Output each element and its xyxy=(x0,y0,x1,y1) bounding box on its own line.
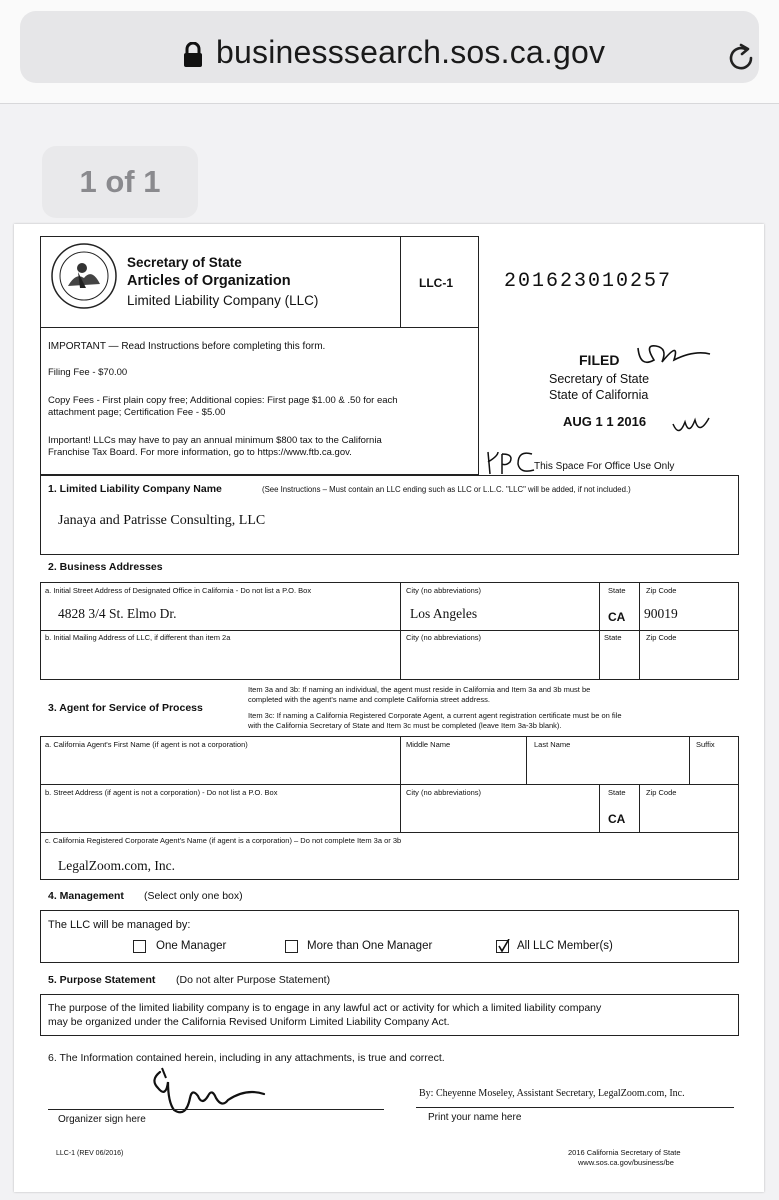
section5-label: 5. Purpose Statement xyxy=(48,974,156,986)
reload-icon[interactable] xyxy=(724,41,758,75)
section4-instructions: (Select only one box) xyxy=(144,890,243,902)
page-indicator-text: 1 of 1 xyxy=(79,164,161,199)
browser-toolbar xyxy=(0,0,779,104)
date-initials-icon xyxy=(669,412,713,440)
company-name-field[interactable]: Janaya and Patrisse Consulting, LLC xyxy=(58,513,266,528)
important-title: IMPORTANT — Read Instructions before completing this form. xyxy=(48,341,326,352)
section1-instructions: (See Instructions – Must contain an LLC ending such as LLC or L.L.C. "LLC" will be added, if not included.) xyxy=(262,485,631,494)
address-2a-field[interactable]: 4828 3/4 St. Elmo Dr. xyxy=(58,606,177,621)
city-2b-label: City (no abbreviations) xyxy=(406,633,482,642)
section2-label: 2. Business Addresses xyxy=(48,561,163,573)
agent-state-label: State xyxy=(608,788,626,797)
agent-state-field[interactable]: CA xyxy=(608,812,626,826)
important-note-1: Important! LLCs may have to pay an annual minimum $800 tax to the California xyxy=(48,435,382,446)
stamp-line1: Secretary of State xyxy=(549,372,650,386)
agent-first-name-label: a. California Agent's First Name (if agent is not a corporation) xyxy=(45,740,248,749)
office-initials-icon xyxy=(484,448,536,476)
filing-fee: Filing Fee - $70.00 xyxy=(48,367,128,378)
footer-copyright: 2016 California Secretary of State xyxy=(568,1148,681,1157)
state-2a-field[interactable]: CA xyxy=(608,610,626,624)
managed-by-label: The LLC will be managed by: xyxy=(48,919,191,931)
section2-vline-2 xyxy=(599,582,600,680)
printed-name-field[interactable]: By: Cheyenne Moseley, Assistant Secretary, LegalZoom.com, Inc. xyxy=(419,1088,685,1099)
section4-box xyxy=(40,910,739,963)
section3-label: 3. Agent for Service of Process xyxy=(48,702,203,714)
header-title: Articles of Organization xyxy=(127,273,291,289)
address-2a-label: a. Initial Street Address of Designated Office in California - Do not list a P.O. Box xyxy=(45,586,312,595)
address-2b-label: b. Initial Mailing Address of LLC, if different than item 2a xyxy=(45,633,231,642)
city-2a-label: City (no abbreviations) xyxy=(406,586,482,595)
organizer-signature-icon xyxy=(146,1058,296,1116)
filed-initials-icon xyxy=(634,338,714,370)
more-than-one-manager-checkbox[interactable] xyxy=(285,940,298,953)
one-manager-label: One Manager xyxy=(156,940,227,952)
checkmark-icon xyxy=(497,939,510,954)
section2-vline-3 xyxy=(639,582,640,680)
section3-divider-1 xyxy=(40,784,739,785)
purpose-text-2: may be organized under the California Revised Uniform Limited Liability Company Act. xyxy=(48,1016,450,1028)
zip-2a-field[interactable]: 90019 xyxy=(644,606,678,621)
corporate-agent-label: c. California Registered Corporate Agent's Name (if agent is a corporation) – Do not complete Item 3a or 3b xyxy=(45,836,402,845)
organizer-sign-label: Organizer sign here xyxy=(58,1114,146,1125)
page-indicator xyxy=(42,146,198,218)
agent-city-label: City (no abbreviations) xyxy=(406,788,482,797)
document-page xyxy=(14,224,764,1192)
section3-vline-5 xyxy=(639,784,640,832)
header-line1: Secretary of State xyxy=(127,255,242,270)
section3-vline-1 xyxy=(400,736,401,832)
section5-box xyxy=(40,994,739,1036)
zip-2b-label: Zip Code xyxy=(646,633,677,642)
section3-divider-2 xyxy=(40,832,739,833)
form-id: LLC-1 xyxy=(419,276,453,290)
url-text: businesssearch.sos.ca.gov xyxy=(216,34,606,70)
corporate-agent-field[interactable]: LegalZoom.com, Inc. xyxy=(58,858,175,873)
state-seal-icon xyxy=(50,242,118,310)
all-members-label: All LLC Member(s) xyxy=(517,940,613,952)
section3-note-2: completed with the agent's name and complete California street address. xyxy=(248,695,490,704)
lock-icon xyxy=(183,42,203,68)
section5-instructions: (Do not alter Purpose Statement) xyxy=(176,974,331,986)
agent-street-label: b. Street Address (if agent is not a corporation) - Do not list a P.O. Box xyxy=(45,788,278,797)
state-2a-label: State xyxy=(608,586,626,595)
copy-fees-2: attachment page; Certification Fee - $5.00 xyxy=(48,407,226,418)
signature-line xyxy=(48,1109,384,1110)
section3-note-3: Item 3c: If naming a California Registered Corporate Agent, a current agent registration certificate must be on file xyxy=(248,711,622,720)
header-subtitle: Limited Liability Company (LLC) xyxy=(127,293,319,308)
section1-label: 1. Limited Liability Company Name xyxy=(48,483,222,495)
section2-divider xyxy=(40,630,739,631)
section3-note-1: Item 3a and 3b: If naming an individual, the agent must reside in California and Item 3a and 3b must be xyxy=(248,685,591,694)
print-name-line xyxy=(416,1107,734,1108)
copy-fees-1: Copy Fees - First plain copy free; Additional copies: First page $1.00 & .50 for each xyxy=(48,395,398,406)
section4-label: 4. Management xyxy=(48,890,124,902)
important-note-2: Franchise Tax Board. For more information, go to https://www.ftb.ca.gov. xyxy=(48,447,352,458)
footer-form-rev: LLC-1 (REV 06/2016) xyxy=(56,1150,124,1157)
state-2b-label: State xyxy=(604,633,622,642)
section6-label: 6. The Information contained herein, including in any attachments, is true and correct. xyxy=(48,1052,445,1064)
stamp-line2: State of California xyxy=(549,388,649,402)
filed-stamp: FILED xyxy=(579,352,620,368)
section2-box xyxy=(40,582,739,680)
stamp-date: AUG 1 1 2016 xyxy=(563,414,647,429)
section2-vline-1 xyxy=(400,582,401,680)
section3-vline-2 xyxy=(526,736,527,784)
all-members-checkbox[interactable] xyxy=(496,940,509,953)
city-2a-field[interactable]: Los Angeles xyxy=(410,606,478,621)
file-number: 201623010257 xyxy=(504,270,673,293)
agent-last-name-label: Last Name xyxy=(534,740,571,749)
footer-url: www.sos.ca.gov/business/be xyxy=(578,1158,674,1167)
print-name-label: Print your name here xyxy=(428,1112,522,1123)
section3-note-4: with the California Secretary of State and Item 3c must be completed (leave Item 3a-3b blank). xyxy=(248,721,562,730)
zip-2a-label: Zip Code xyxy=(646,586,677,595)
more-than-one-manager-label: More than One Manager xyxy=(307,940,433,952)
agent-zip-label: Zip Code xyxy=(646,788,677,797)
purpose-text-1: The purpose of the limited liability company is to engage in any lawful act or activity for which a limited liability company xyxy=(48,1002,602,1014)
office-use-label: This Space For Office Use Only xyxy=(534,461,675,472)
agent-suffix-label: Suffix xyxy=(696,740,715,749)
agent-middle-name-label: Middle Name xyxy=(406,740,451,749)
section3-vline-4 xyxy=(599,784,600,832)
section3-vline-3 xyxy=(689,736,690,784)
one-manager-checkbox[interactable] xyxy=(133,940,146,953)
address-bar[interactable] xyxy=(20,11,759,83)
